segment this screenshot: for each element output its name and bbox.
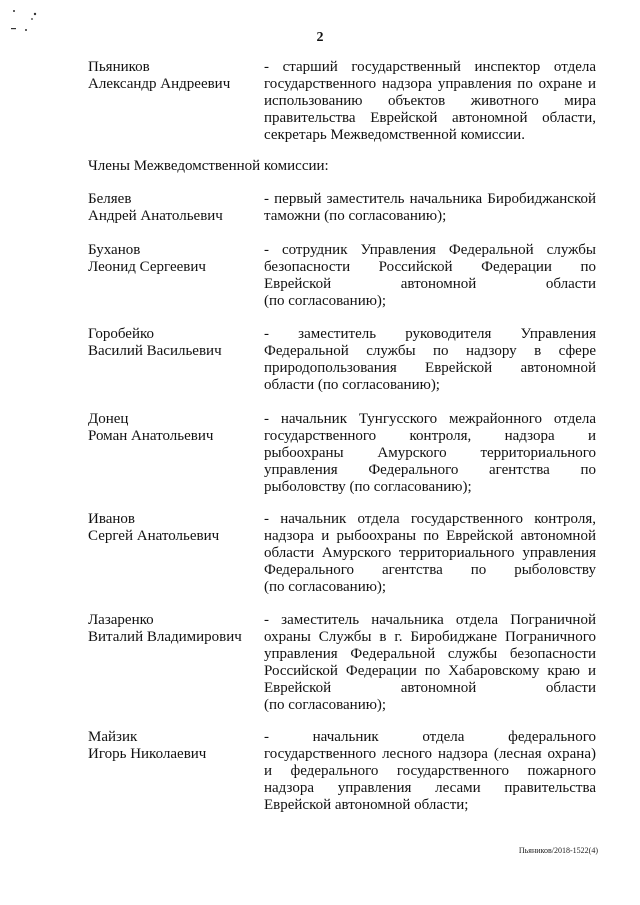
position-description: - начальник Тунгусского межрайонного отдела государственного контроля, надзора и рыбоохраны Амурского территориального управления Федерального агентства по рыболовству (по согласованию); xyxy=(264,411,596,495)
surname: Иванов xyxy=(88,511,135,527)
surname: Пьяников xyxy=(88,59,150,75)
position-description: - заместитель начальника отдела Пограничной охраны Службы в г. Биробиджане Пограничного управления Федеральной службы безопасности Российской Федерации по Хабаровскому краю и Еврейской автономной области (по согласованию); xyxy=(264,612,596,713)
position-description: - первый заместитель начальника Биробиджанской таможни (по согласованию); xyxy=(264,191,596,224)
person-name xyxy=(88,326,264,394)
person-name xyxy=(88,729,264,814)
surname: Горобейко xyxy=(88,326,154,342)
member-entry xyxy=(88,242,596,310)
position-description: - начальник отдела федерального государственного лесного надзора (лесная охрана) и федерального государственного пожарного надзора управления лесами правительства Еврейской автономной области; xyxy=(264,729,596,813)
secretary-entry xyxy=(88,59,596,144)
member-entry xyxy=(88,729,596,814)
surname: Буханов xyxy=(88,242,141,258)
position-description: - начальник отдела государственного контроля, надзора и рыбоохраны по Еврейской автономной области Амурского территориального управления Федерального агентства по рыболовству (по согласованию); xyxy=(264,511,596,595)
surname: Беляев xyxy=(88,191,132,207)
position-description: - старший государственный инспектор отдела государственного надзора управления по охране и использованию объектов животного мира правительства Еврейской автономной области, секретарь Межведомственной комиссии. xyxy=(264,59,596,143)
surname: Донец xyxy=(88,411,129,427)
surname: Майзик xyxy=(88,729,138,745)
page-number: 2 xyxy=(316,30,324,45)
person-name xyxy=(88,242,264,310)
member-entry xyxy=(88,511,596,596)
given-names: Василий Васильевич xyxy=(88,343,222,359)
given-names: Александр Андреевич xyxy=(88,76,231,92)
surname: Лазаренко xyxy=(88,612,154,628)
given-names: Леонид Сергеевич xyxy=(88,259,206,275)
person-name xyxy=(88,612,264,714)
position-description: - сотрудник Управления Федеральной службы безопасности Российской Федерации по Еврейской автономной области (по согласованию); xyxy=(264,242,596,309)
member-entry xyxy=(88,191,596,225)
given-names: Роман Анатольевич xyxy=(88,428,214,444)
member-entry xyxy=(88,411,596,496)
person-name xyxy=(88,59,264,144)
given-names: Андрей Анатольевич xyxy=(88,208,223,224)
position-description: - заместитель руководителя Управления Федеральной службы по надзору в сфере природопользования Еврейской автономной области (по согласованию); xyxy=(264,326,596,393)
member-entry xyxy=(88,612,596,714)
person-name xyxy=(88,511,264,596)
member-entry xyxy=(88,326,596,394)
given-names: Сергей Анатольевич xyxy=(88,528,220,544)
given-names: Игорь Николаевич xyxy=(88,746,207,762)
document-reference: Пьяников/2018-1522(4) xyxy=(518,846,598,855)
members-heading: Члены Межведомственной комиссии: xyxy=(88,158,329,174)
person-name xyxy=(88,411,264,496)
person-name xyxy=(88,191,264,225)
given-names: Виталий Владимирович xyxy=(88,629,242,645)
